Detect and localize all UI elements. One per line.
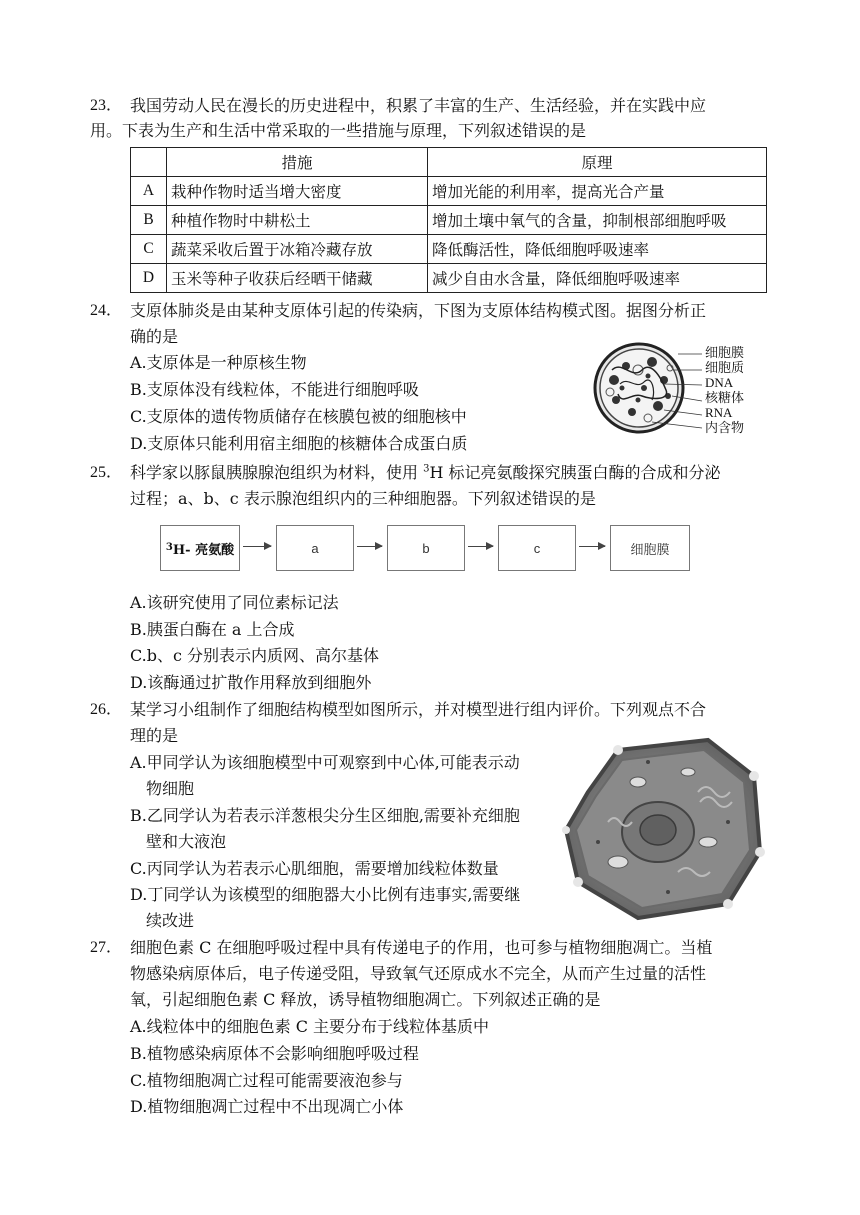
q24-stem-line1: 支原体肺炎是由某种支原体引起的传染病，下图为支原体结构模式图。据图分析正 xyxy=(130,301,707,320)
table-row xyxy=(131,177,767,206)
flow-box-membrane: 细胞膜 xyxy=(610,525,690,571)
flow-box-b: b xyxy=(387,525,465,571)
table-header-cell: 原理 xyxy=(428,148,767,177)
q24-option-a[interactable]: A.支原体是一种原核生物 xyxy=(130,353,307,372)
table-cell: 蔬菜采收后置于冰箱冷藏存放 xyxy=(167,235,428,264)
q26-option-d[interactable]: D.丁同学认为该模型的细胞器大小比例有违事实,需要继 xyxy=(130,885,521,904)
q23-stem-line2: 用。下表为生产和生活中常采取的一些措施与原理，下列叙述错误的是 xyxy=(90,121,587,140)
q25-number: 25． xyxy=(90,464,123,481)
flow-arrow xyxy=(243,546,271,547)
q25-stem-line2: 过程；a、b、c 表示腺泡组织内的三种细胞器。下列叙述错误的是 xyxy=(130,489,596,508)
table-cell: 种植作物时中耕松土 xyxy=(167,206,428,235)
q23-stem-line1: 我国劳动人民在漫长的历史进程中，积累了丰富的生产、生活经验，并在实践中应 xyxy=(130,96,707,115)
q25-text-b: H 标记亮氨酸探究胰蛋白酶的合成和分泌 xyxy=(429,463,721,482)
table-cell: 增加光能的利用率，提高光合产量 xyxy=(428,177,767,206)
label-rna: RNA xyxy=(705,405,733,420)
q25-option-b[interactable]: B.胰蛋白酶在 a 上合成 xyxy=(130,620,295,639)
q24-option-d[interactable]: D.支原体只能利用宿主细胞的核糖体合成蛋白质 xyxy=(130,434,468,453)
q26-option-a[interactable]: A.甲同学认为该细胞模型中可观察到中心体,可能表示动 xyxy=(130,753,520,772)
q27-option-c[interactable]: C.植物细胞凋亡过程可能需要液泡参与 xyxy=(130,1071,403,1090)
q26-option-b[interactable]: B.乙同学认为若表示洋葱根尖分生区细胞,需要补充细胞 xyxy=(130,806,520,825)
flow-arrow xyxy=(579,546,605,547)
table-row xyxy=(131,264,767,293)
label-dna: DNA xyxy=(705,375,734,390)
table-cell: 增加土壤中氧气的含量，抑制根部细胞呼吸 xyxy=(428,206,767,235)
table-cell: C xyxy=(131,235,167,264)
q27-stem-line3: 氧，引起细胞色素 C 释放，诱导植物细胞凋亡。下列叙述正确的是 xyxy=(130,990,601,1009)
q26-option-a-cont: 物细胞 xyxy=(146,779,195,798)
flow-box-c: c xyxy=(498,525,576,571)
q27-stem-line1: 细胞色素 C 在细胞呼吸过程中具有传递电子的作用，也可参与植物细胞凋亡。当植 xyxy=(130,938,713,957)
q23-table xyxy=(130,147,767,293)
table-header-cell xyxy=(131,148,167,177)
q26-stem-line2: 理的是 xyxy=(130,726,179,745)
q27-number: 27． xyxy=(90,939,123,956)
table-cell: 玉米等种子收获后经晒干储藏 xyxy=(167,264,428,293)
table-cell: B xyxy=(131,206,167,235)
q26-stem-line1: 某学习小组制作了细胞结构模型如图所示，并对模型进行组内评价。下列观点不合 xyxy=(130,700,707,719)
q26-option-b-cont: 壁和大液泡 xyxy=(146,832,227,851)
q24-option-c[interactable]: C.支原体的遗传物质储存在核膜包被的细胞核中 xyxy=(130,407,467,426)
cell-model-image xyxy=(558,732,766,922)
mycoplasma-labels xyxy=(705,345,744,435)
flow-arrow xyxy=(357,546,382,547)
q25-superscript: 3 xyxy=(423,463,430,475)
table-header-row xyxy=(131,148,767,177)
table-cell: A xyxy=(131,177,167,206)
flow-arrow xyxy=(468,546,493,547)
q24-stem-line2: 确的是 xyxy=(130,327,179,346)
flow-box-a: a xyxy=(276,525,354,571)
q25-text-a: 科学家以豚鼠胰腺腺泡组织为材料，使用 xyxy=(130,463,424,482)
q23-number: 23． xyxy=(90,97,123,114)
table-cell: D xyxy=(131,264,167,293)
q25-option-d[interactable]: D.该酶通过扩散作用释放到细胞外 xyxy=(130,673,372,692)
q27-option-d[interactable]: D.植物细胞凋亡过程中不出现凋亡小体 xyxy=(130,1097,404,1116)
table-row xyxy=(131,206,767,235)
table-cell: 降低酶活性，降低细胞呼吸速率 xyxy=(428,235,767,264)
table-row xyxy=(131,235,767,264)
q26-option-d-cont: 续改进 xyxy=(146,911,195,930)
q25-stem-line1 xyxy=(130,460,721,486)
q26-number: 26． xyxy=(90,701,123,718)
label-ribosome: 核糖体 xyxy=(705,390,745,405)
q26-option-c[interactable]: C.丙同学认为若表示心肌细胞，需要增加线粒体数量 xyxy=(130,859,499,878)
q25-option-a[interactable]: A.该研究使用了同位素标记法 xyxy=(130,593,339,612)
flow-start-box: 3 H- 亮氨酸 xyxy=(160,525,240,571)
table-header-cell: 措施 xyxy=(167,148,428,177)
table-cell: 减少自由水含量，降低细胞呼吸速率 xyxy=(428,264,767,293)
table-cell: 栽种作物时适当增大密度 xyxy=(167,177,428,206)
flow-start-label: H- 亮氨酸 xyxy=(172,542,235,558)
q27-option-b[interactable]: B.植物感染病原体不会影响细胞呼吸过程 xyxy=(130,1044,419,1063)
label-inclusion: 内含物 xyxy=(705,420,745,435)
q27-stem-line2: 物感染病原体后，电子传递受阻，导致氧气还原成水不完全，从而产生过量的活性 xyxy=(130,964,707,983)
label-cytoplasm: 细胞质 xyxy=(705,360,745,375)
q24-option-b[interactable]: B.支原体没有线粒体，不能进行细胞呼吸 xyxy=(130,380,419,399)
q27-option-a[interactable]: A.线粒体中的细胞色素 C 主要分布于线粒体基质中 xyxy=(130,1017,490,1036)
q24-number: 24． xyxy=(90,302,123,319)
label-cell-membrane: 细胞膜 xyxy=(705,345,745,360)
q25-option-c[interactable]: C.b、c 分别表示内质网、高尔基体 xyxy=(130,646,380,665)
